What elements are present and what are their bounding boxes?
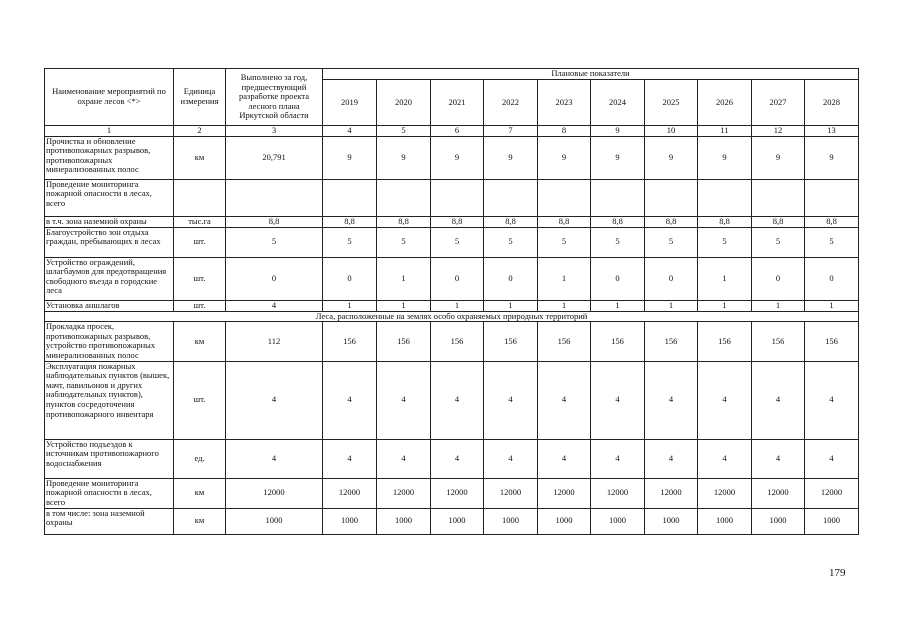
planned-value-cell	[538, 179, 591, 216]
unit-cell: шт.	[174, 257, 226, 300]
done-value-cell	[226, 179, 323, 216]
planned-value-cell	[698, 179, 752, 216]
header-year: 2022	[484, 80, 538, 126]
unit-cell	[174, 179, 226, 216]
planned-value-cell: 8,8	[323, 216, 377, 227]
header-year: 2027	[752, 80, 805, 126]
planned-value-cell	[591, 179, 645, 216]
planned-value-cell: 5	[698, 227, 752, 257]
unit-cell: км	[174, 508, 226, 534]
planned-value-cell: 0	[484, 257, 538, 300]
planned-value-cell: 9	[323, 136, 377, 179]
planned-value-cell: 1000	[538, 508, 591, 534]
planned-value-cell: 1	[805, 300, 859, 311]
header-done-previous-year: Выполнено за год, предшествующий разработке проекта лесного плана Иркутской области	[226, 69, 323, 126]
planned-value-cell: 5	[752, 227, 805, 257]
table-row	[45, 322, 859, 361]
column-index: 10	[645, 126, 698, 137]
planned-value-cell: 5	[431, 227, 484, 257]
column-index: 1	[45, 126, 174, 137]
planned-value-cell: 1000	[431, 508, 484, 534]
column-index: 9	[591, 126, 645, 137]
planned-value-cell: 1000	[752, 508, 805, 534]
measure-name-cell: в том числе: зона наземной охраны	[45, 508, 174, 534]
done-value-cell: 5	[226, 227, 323, 257]
planned-value-cell: 12000	[431, 478, 484, 508]
unit-cell: шт.	[174, 227, 226, 257]
planned-value-cell	[431, 179, 484, 216]
unit-cell: шт.	[174, 300, 226, 311]
planned-value-cell: 12000	[377, 478, 431, 508]
done-value-cell: 112	[226, 322, 323, 361]
planned-value-cell: 5	[323, 227, 377, 257]
planned-value-cell: 9	[805, 136, 859, 179]
planned-value-cell: 12000	[805, 478, 859, 508]
planned-value-cell: 1000	[645, 508, 698, 534]
planned-value-cell: 4	[377, 439, 431, 478]
table-row	[45, 300, 859, 311]
unit-cell: тыс.га	[174, 216, 226, 227]
planned-value-cell: 1000	[698, 508, 752, 534]
planned-value-cell: 4	[805, 361, 859, 439]
planned-value-cell: 1	[323, 300, 377, 311]
done-value-cell: 0	[226, 257, 323, 300]
column-index: 5	[377, 126, 431, 137]
table-row	[45, 227, 859, 257]
done-value-cell: 1000	[226, 508, 323, 534]
planned-value-cell: 5	[591, 227, 645, 257]
planned-value-cell: 1000	[323, 508, 377, 534]
section-row	[45, 311, 859, 322]
planned-value-cell: 5	[538, 227, 591, 257]
column-index: 7	[484, 126, 538, 137]
planned-value-cell: 9	[591, 136, 645, 179]
measure-name-cell: Установка аншлагов	[45, 300, 174, 311]
planned-value-cell: 1000	[377, 508, 431, 534]
measure-name-cell: Прочистка и обновление противопожарных разрывов, противопожарных минерализованных полос	[45, 136, 174, 179]
planned-value-cell: 1	[645, 300, 698, 311]
header-year: 2021	[431, 80, 484, 126]
planned-value-cell: 4	[805, 439, 859, 478]
planned-value-cell: 1000	[591, 508, 645, 534]
planned-value-cell: 8,8	[805, 216, 859, 227]
column-index: 12	[752, 126, 805, 137]
planned-value-cell: 1	[377, 257, 431, 300]
planned-value-cell: 4	[323, 361, 377, 439]
planned-value-cell: 12000	[591, 478, 645, 508]
column-index: 8	[538, 126, 591, 137]
forest-protection-table	[44, 68, 859, 535]
planned-value-cell: 4	[538, 361, 591, 439]
planned-value-cell: 0	[645, 257, 698, 300]
planned-value-cell: 1	[752, 300, 805, 311]
planned-value-cell: 4	[645, 361, 698, 439]
planned-value-cell: 12000	[484, 478, 538, 508]
unit-cell: км	[174, 136, 226, 179]
measure-name-cell: Прокладка просек, противопожарных разрывов, устройство противопожарных минерализованных полос	[45, 322, 174, 361]
planned-value-cell: 4	[752, 439, 805, 478]
planned-value-cell: 4	[591, 361, 645, 439]
planned-value-cell: 12000	[752, 478, 805, 508]
table-row	[45, 508, 859, 534]
unit-cell: км	[174, 478, 226, 508]
header-year: 2020	[377, 80, 431, 126]
planned-value-cell: 12000	[645, 478, 698, 508]
planned-value-cell: 156	[431, 322, 484, 361]
planned-value-cell: 156	[538, 322, 591, 361]
planned-value-cell: 12000	[698, 478, 752, 508]
header-year: 2023	[538, 80, 591, 126]
planned-value-cell: 156	[752, 322, 805, 361]
planned-value-cell: 156	[591, 322, 645, 361]
table-row	[45, 136, 859, 179]
planned-value-cell: 4	[591, 439, 645, 478]
done-value-cell: 4	[226, 361, 323, 439]
planned-value-cell: 4	[323, 439, 377, 478]
planned-value-cell: 4	[377, 361, 431, 439]
planned-value-cell: 4	[698, 361, 752, 439]
planned-value-cell: 1	[698, 257, 752, 300]
planned-value-cell: 4	[538, 439, 591, 478]
done-value-cell: 20,791	[226, 136, 323, 179]
planned-value-cell: 4	[431, 361, 484, 439]
planned-value-cell	[805, 179, 859, 216]
planned-value-cell: 9	[752, 136, 805, 179]
planned-value-cell: 8,8	[591, 216, 645, 227]
measure-name-cell: Проведение мониторинга пожарной опасности в лесах, всего	[45, 179, 174, 216]
table-body	[45, 136, 859, 534]
planned-value-cell: 0	[752, 257, 805, 300]
planned-value-cell: 9	[538, 136, 591, 179]
planned-value-cell: 156	[484, 322, 538, 361]
header-year: 2024	[591, 80, 645, 126]
planned-value-cell: 156	[805, 322, 859, 361]
table-row	[45, 478, 859, 508]
page-number: 179	[829, 567, 846, 579]
planned-value-cell: 1	[538, 300, 591, 311]
planned-value-cell: 1000	[484, 508, 538, 534]
column-index-row	[45, 126, 859, 137]
planned-value-cell: 1	[591, 300, 645, 311]
measure-name-cell: Устройство ограждений, шлагбаумов для предотвращения свободного въезда в городские леса	[45, 257, 174, 300]
planned-value-cell: 9	[431, 136, 484, 179]
planned-value-cell: 0	[431, 257, 484, 300]
section-title: Леса, расположенные на землях особо охраняемых природных территорий	[45, 311, 859, 322]
table-row	[45, 179, 859, 216]
measure-name-cell: в т.ч. зона наземной охраны	[45, 216, 174, 227]
planned-value-cell: 4	[752, 361, 805, 439]
done-value-cell: 12000	[226, 478, 323, 508]
table-row	[45, 361, 859, 439]
header-year: 2019	[323, 80, 377, 126]
planned-value-cell: 5	[484, 227, 538, 257]
column-index: 4	[323, 126, 377, 137]
planned-value-cell: 5	[377, 227, 431, 257]
column-index: 11	[698, 126, 752, 137]
planned-value-cell: 4	[698, 439, 752, 478]
planned-value-cell: 8,8	[431, 216, 484, 227]
table-row	[45, 439, 859, 478]
planned-value-cell	[377, 179, 431, 216]
measure-name-cell: Благоустройство зон отдыха граждан, пребывающих в лесах	[45, 227, 174, 257]
planned-value-cell: 4	[431, 439, 484, 478]
forest-protection-table-container	[44, 68, 858, 535]
done-value-cell: 4	[226, 300, 323, 311]
planned-value-cell: 156	[698, 322, 752, 361]
planned-value-cell: 9	[377, 136, 431, 179]
planned-value-cell: 8,8	[377, 216, 431, 227]
column-index: 2	[174, 126, 226, 137]
table-row	[45, 216, 859, 227]
planned-value-cell: 8,8	[698, 216, 752, 227]
measure-name-cell: Проведение мониторинга пожарной опасности в лесах, всего	[45, 478, 174, 508]
unit-cell: шт.	[174, 361, 226, 439]
measure-name-cell: Эксплуатация пожарных наблюдательных пунктов (вышек, мачт, павильонов и других наблюдательных пунктов), пунктов сосредоточения противопожарного инвентаря	[45, 361, 174, 439]
planned-value-cell: 156	[377, 322, 431, 361]
unit-cell: ед.	[174, 439, 226, 478]
planned-value-cell: 1	[377, 300, 431, 311]
planned-value-cell: 1	[431, 300, 484, 311]
planned-value-cell: 9	[698, 136, 752, 179]
header-measure-name: Наименование мероприятий по охране лесов <*>	[45, 69, 174, 126]
planned-value-cell: 8,8	[645, 216, 698, 227]
planned-value-cell: 156	[645, 322, 698, 361]
planned-value-cell: 1	[484, 300, 538, 311]
planned-value-cell: 156	[323, 322, 377, 361]
planned-value-cell	[645, 179, 698, 216]
done-value-cell: 8,8	[226, 216, 323, 227]
planned-value-cell: 5	[645, 227, 698, 257]
done-value-cell: 4	[226, 439, 323, 478]
planned-value-cell: 0	[805, 257, 859, 300]
planned-value-cell	[752, 179, 805, 216]
measure-name-cell: Устройство подъездов к источникам противопожарного водоснабжения	[45, 439, 174, 478]
planned-value-cell: 8,8	[752, 216, 805, 227]
planned-value-cell	[323, 179, 377, 216]
planned-value-cell: 4	[645, 439, 698, 478]
header-planned-indicators: Плановые показатели	[323, 69, 859, 80]
column-index: 6	[431, 126, 484, 137]
planned-value-cell: 1000	[805, 508, 859, 534]
planned-value-cell	[484, 179, 538, 216]
planned-value-cell: 9	[645, 136, 698, 179]
header-year: 2026	[698, 80, 752, 126]
table-row	[45, 257, 859, 300]
planned-value-cell: 12000	[323, 478, 377, 508]
planned-value-cell: 0	[591, 257, 645, 300]
header-unit: Единица измерения	[174, 69, 226, 126]
planned-value-cell: 12000	[538, 478, 591, 508]
planned-value-cell: 1	[538, 257, 591, 300]
planned-value-cell: 8,8	[538, 216, 591, 227]
header-year: 2025	[645, 80, 698, 126]
planned-value-cell: 9	[484, 136, 538, 179]
planned-value-cell: 4	[484, 439, 538, 478]
header-year: 2028	[805, 80, 859, 126]
planned-value-cell: 5	[805, 227, 859, 257]
planned-value-cell: 1	[698, 300, 752, 311]
column-index: 13	[805, 126, 859, 137]
planned-value-cell: 8,8	[484, 216, 538, 227]
unit-cell: км	[174, 322, 226, 361]
planned-value-cell: 0	[323, 257, 377, 300]
planned-value-cell: 4	[484, 361, 538, 439]
column-index: 3	[226, 126, 323, 137]
